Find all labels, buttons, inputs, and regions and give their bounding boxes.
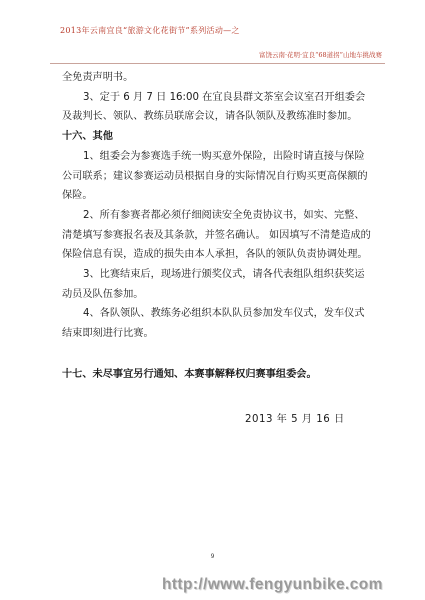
paragraph-continuation: 全免责声明书。 (62, 72, 134, 83)
paragraph-disclaimer: 2、所有参赛者都必须仔细阅读安全免责协议书，如实、完整、清楚填写参赛报名表及其条款，并签名确认。 如因填写不清楚造成的保险信息有误，造成的损失由本人承担，各队的领队负责协调处理。 (62, 209, 371, 261)
header-divider (50, 63, 385, 64)
paragraph-start-ceremony: 4、各队领队、教练务必组织本队队员参加发车仪式，发车仪式结束即刻进行比赛。 (62, 308, 365, 340)
source-watermark: http://www.fengyunbike.com (162, 576, 383, 593)
header-series-title: 2013年云南宜良“旅游文化花街节”系列活动—之 (60, 26, 240, 35)
paragraph-insurance: 1、组委会为参赛选手统一购买意外保险，出险时请直接与保险公司联系；建议参赛运动员根据自身的实际情况自行购买更高保额的保险。 (62, 150, 368, 202)
header-event-subtitle: 富饶云南·花明·宜良“68道拐”山地车挑战赛 (258, 51, 382, 59)
paragraph-meeting-notice: 3、定于 6 月 7 日 16:00 在宜良县群文茶室会议室召开组委会及裁判长、领队、教练员联席会议，请各队领队及教练准时参加。 (62, 91, 366, 123)
section-heading-16: 十六、其他 (62, 131, 113, 143)
document-body (62, 68, 372, 385)
document-date: 2013 年 5 月 16 日 (245, 414, 345, 425)
paragraph-award-ceremony: 3、比赛结束后，现场进行颁奖仪式，请各代表组队组织获奖运动员及队伍参加。 (62, 269, 365, 300)
section-heading-17: 十七、未尽事宜另行通知、本赛事解释权归赛事组委会。 (62, 368, 317, 380)
page-number: 9 (210, 553, 215, 560)
